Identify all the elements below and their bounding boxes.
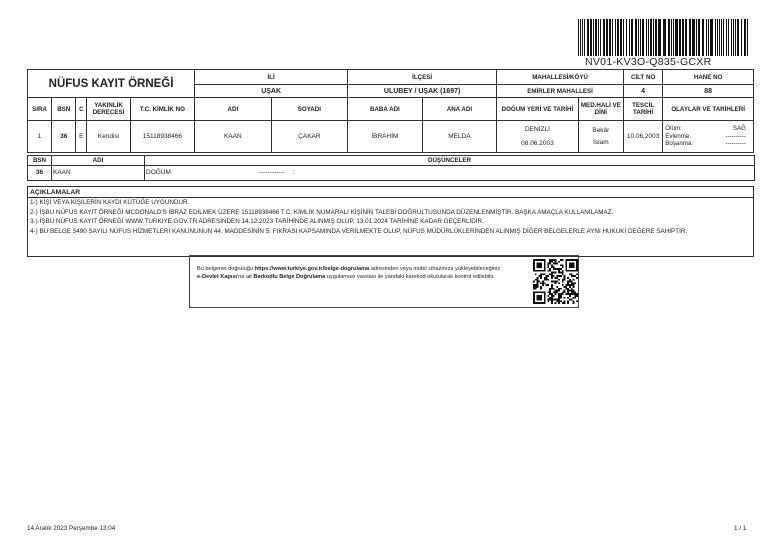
marital-status: Bekâr <box>592 126 610 134</box>
event-divorce-label: Boşanma: <box>665 140 694 148</box>
notes-event: DOĞUM <box>146 169 171 176</box>
row-tc: 15118938466 <box>130 121 194 153</box>
verification-app: Barkodlu Belge Doğrulama <box>253 274 326 280</box>
value-cilt-no: 4 <box>624 85 663 98</box>
label-mahalle: MAHALLESİ/KÖYÜ <box>497 70 624 85</box>
explanation-line: 1-) KİŞİ VEYA KİŞİLERİN KAYDI KÜTÜĞE UYGUNDUR. <box>30 199 190 206</box>
event-divorce-value: ---------- <box>725 140 746 148</box>
verification-link[interactable]: https://www.turkiye.gov.tr/belge-dogrulama <box>254 266 370 272</box>
verification-text-part: Bu belgenin doğruluğu <box>197 266 255 272</box>
notes-colon: : <box>292 169 295 176</box>
footer-page-number: 1 / 1 <box>734 525 747 532</box>
row-ana: MELDA <box>422 121 497 153</box>
col-tescil: TESCİL TARİHİ <box>624 98 663 121</box>
row-yakinlik: Kendisi <box>87 121 130 153</box>
verification-text <box>197 265 502 281</box>
explanations-title: AÇIKLAMALAR <box>28 187 753 198</box>
explanation-line: 3-) İŞBU NÜFUS KAYIT ÖRNEĞİ WWW.TURKIYE.GOV.TR ADRESİNDEN 14.12.2023 TARİHİNDE ALINMIŞ OLUP, 13.01.2024 TARİHİNE KADAR GEÇERLİDİR. <box>30 218 484 225</box>
col-ana: ANA ADI <box>422 98 497 121</box>
qr-code-image <box>533 259 578 304</box>
verification-text-part: uygulaması vasıtası ile yandaki karekod okutularak kontrol edilebilir. <box>325 274 495 280</box>
record-table <box>27 69 754 153</box>
value-mahalle: EMİRLER MAHALLESİ <box>497 85 624 98</box>
col-sira: SIRA <box>28 98 52 121</box>
verification-text-part: 'na ait <box>237 274 254 280</box>
explanation-line: 2-) İŞBU NÜFUS KAYIT ÖRNEĞİ MCDONALD'S İBRAZ EDİLMEK ÜZERE 15118938466 T.C. KİMLİK NUMARALI KİŞİNİN TALEBİ DOĞRULTUSUNDA DÜZENLENMİŞTİR. BAŞKA AMAÇLA KULLANILAMAZ. <box>30 208 614 216</box>
notes-row-bsn: 36 <box>28 166 52 181</box>
value-il: UŞAK <box>195 85 348 98</box>
notes-col-adi: ADI <box>52 156 145 166</box>
religion: İslam <box>593 138 609 146</box>
notes-col-dusunceler: DÜŞÜNCELER <box>145 156 755 166</box>
row-soyadi: ÇAKAR <box>271 121 348 153</box>
row-dogum <box>497 121 579 153</box>
value-ilce: ULUBEY / UŞAK (1697) <box>348 85 497 98</box>
col-medhali: MED.HALİ VE DİNİ <box>578 98 623 121</box>
col-dogum: DOĞUM YERİ VE TARİHİ <box>497 98 579 121</box>
row-c: E <box>76 121 87 153</box>
row-baba: İBRAHİM <box>348 121 423 153</box>
col-c: C <box>76 98 87 121</box>
event-death-label: Ölüm: <box>665 125 682 133</box>
table-row <box>28 121 754 153</box>
birth-place: DENİZLİ <box>524 125 550 133</box>
row-adi: KAAN <box>195 121 272 153</box>
notes-row-detail <box>145 166 755 181</box>
event-marriage-value: ---------- <box>725 132 746 140</box>
label-il: İLİ <box>195 70 348 85</box>
col-baba: BABA ADI <box>348 98 423 121</box>
value-hane-no: 88 <box>663 85 754 98</box>
event-marriage-label: Evlenme: <box>665 132 692 140</box>
row-olaylar <box>663 121 754 153</box>
row-sira: 1 <box>28 121 52 153</box>
col-soyadi: SOYADI <box>271 98 348 121</box>
explanations-box <box>27 186 754 257</box>
footer-date: 14 Aralık 2023 Perşembe 13:04 <box>27 525 116 532</box>
notes-dashes: ------------ <box>258 169 285 176</box>
event-death-value: SAĞ <box>732 125 746 133</box>
label-hane-no: HANE NO <box>663 70 754 85</box>
notes-row-adi: KAAN <box>52 166 145 181</box>
birth-date: 08.06.2003 <box>521 139 554 147</box>
table-row <box>28 166 755 181</box>
row-medhali <box>578 121 623 153</box>
col-adi: ADI <box>195 98 272 121</box>
document-code: NV01-KV3O-Q835-GCXR <box>585 56 712 68</box>
verification-edevlet: e-Devlet Kapısı <box>197 274 238 280</box>
notes-col-bsn: BSN <box>28 156 52 166</box>
col-bsn: BSN <box>52 98 76 121</box>
page-title: NÜFUS KAYIT ÖRNEĞİ <box>28 70 195 98</box>
col-tc: T.C. KİMLİK NO <box>130 98 194 121</box>
row-bsn: 36 <box>52 121 76 153</box>
barcode-image <box>578 19 748 56</box>
notes-table <box>27 155 755 181</box>
row-tescil: 10.06.2003 <box>624 121 663 153</box>
explanation-line: 4-) BU BELGE 5490 SAYILI NÜFUS HİZMETLERİ KANUNUNUN 44. MADDESİNİN 5. FIKRASI KAPSAMINDA VERİLMEKTE OLUP, NÜFUS MÜDÜRLÜKLERİNDEN ALINMIŞ DİĞER BELGELERLE AYNI HUKUKİ DEĞERE SAHİPTİR. <box>30 227 688 235</box>
verification-text-part: adresinden veya mobil cihazınıza yükleyebileceğiniz <box>369 266 501 272</box>
label-ilce: İLÇESİ <box>348 70 497 85</box>
col-yakinlik: YAKINLIK DERECESİ <box>87 98 130 121</box>
col-olaylar: OLAYLAR VE TARİHLERİ <box>663 98 754 121</box>
label-cilt-no: CİLT NO <box>624 70 663 85</box>
verification-box <box>189 255 579 308</box>
